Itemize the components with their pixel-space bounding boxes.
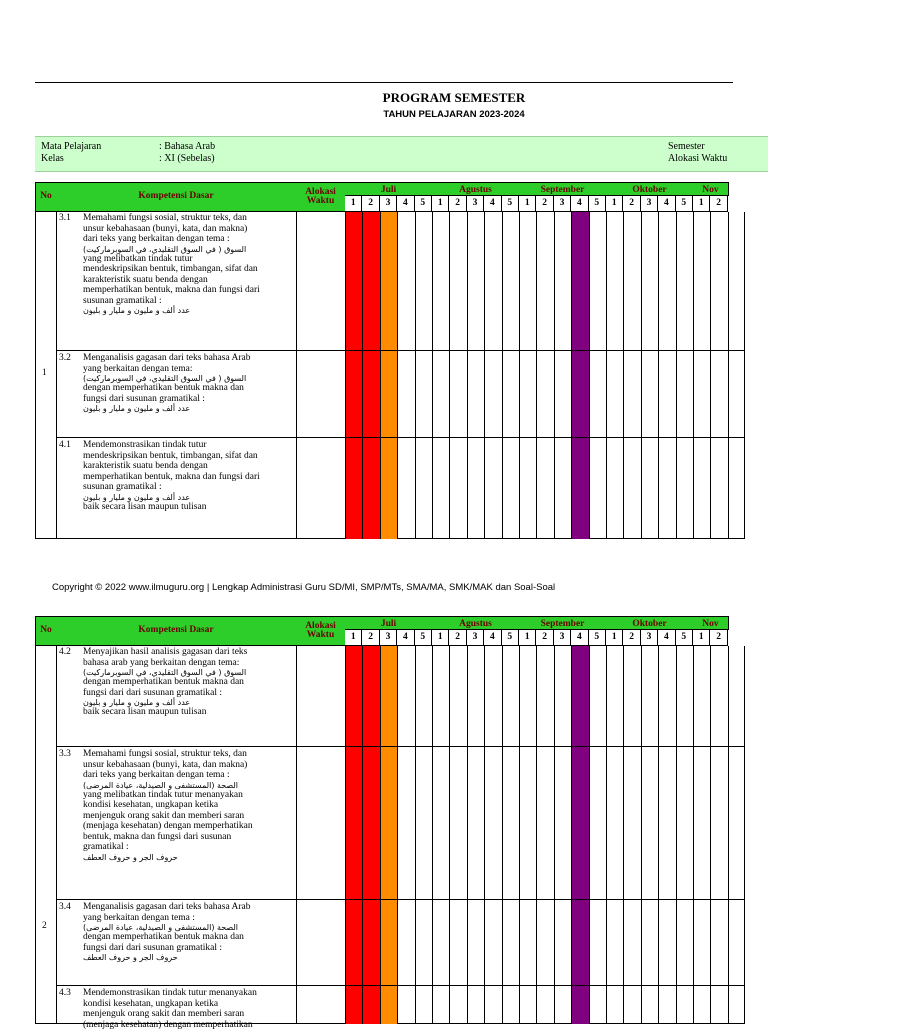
header-week-cell: 2 <box>623 196 640 212</box>
week-grid-line <box>623 212 624 539</box>
kd-line: fungsi dari susunan gramatikal : <box>83 394 301 405</box>
header-week-cell: 1 <box>693 630 710 646</box>
header-week-cell: 2 <box>449 196 466 212</box>
kd-line: kondisi kesehatan, ungkapan ketika <box>83 999 301 1010</box>
week-grid-line <box>415 646 416 1024</box>
header-week-cell: 2 <box>536 196 553 212</box>
kd-arabic-line: حروف الجر و حروف العطف <box>83 953 301 962</box>
header-no: No <box>35 616 57 646</box>
header-week-cell: 1 <box>432 630 449 646</box>
header-week-cell: 1 <box>606 630 623 646</box>
kd-text <box>83 353 301 413</box>
kd-number: 4.3 <box>59 988 71 999</box>
kd-line: dari teks yang berkaitan dengan tema : <box>83 234 301 245</box>
schedule-table-2 <box>35 616 795 1024</box>
kd-line: Menganalisis gagasan dari teks bahasa Arab <box>83 353 301 364</box>
kd-text <box>83 440 301 512</box>
week-grid-line <box>467 646 468 1024</box>
week-grid-line <box>710 646 711 1024</box>
kd-arabic-line: السوق ( في السوق التقليدي، في السوبرماركيت) <box>83 668 301 677</box>
week-grid-line <box>432 212 433 539</box>
header-week-cell: 3 <box>554 630 571 646</box>
kd-arabic-line: حروف الجر و حروف العطف <box>83 853 301 862</box>
week-grid-line <box>467 212 468 539</box>
header-month-oktober: Oktober <box>606 182 694 196</box>
mapel-value: : Bahasa Arab <box>159 141 215 152</box>
header-week-cell: 4 <box>484 196 501 212</box>
kd-line: baik secara lisan maupun tulisan <box>83 502 301 513</box>
week-grid-line <box>502 646 503 1024</box>
week-grid-line <box>571 212 572 539</box>
week-fill-ff0000 <box>363 646 380 1024</box>
kd-line: (menjaga kesehatan) dengan memperhatikan <box>83 1020 301 1030</box>
week-grid-line <box>554 646 555 1024</box>
header-week-cell: 4 <box>397 196 414 212</box>
week-fill-ff0000 <box>363 212 380 539</box>
kd-line: yang melibatkan tindak tutur <box>83 254 301 265</box>
semester-label: Semester <box>668 141 705 152</box>
header-week-cell: 5 <box>415 630 432 646</box>
week-grid-line <box>676 646 677 1024</box>
header-week-cell: 4 <box>484 630 501 646</box>
week-grid-line <box>502 212 503 539</box>
kd-line: (menjaga kesehatan) dengan memperhatikan <box>83 821 301 832</box>
week-grid-line <box>728 212 729 539</box>
kd-line: karakteristik suatu benda dengan <box>83 275 301 286</box>
kd-line: dari teks yang berkaitan dengan tema : <box>83 770 301 781</box>
kd-line: Mendemonstrasikan tindak tutur menanyakan <box>83 988 301 999</box>
kd-line: bahasa arab yang berkaitan dengan tema: <box>83 658 301 669</box>
header-week-cell: 1 <box>606 196 623 212</box>
week-fill-ff8c00 <box>381 646 398 1024</box>
header-month-oktober: Oktober <box>606 616 694 630</box>
header-no: No <box>35 182 57 212</box>
week-grid-line <box>571 646 572 1024</box>
week-grid-line <box>641 212 642 539</box>
week-grid-line <box>519 212 520 539</box>
column-divider <box>56 646 57 1024</box>
schedule-table-1 <box>35 182 795 540</box>
week-fill-800080 <box>572 212 589 539</box>
week-grid-line <box>362 646 363 1024</box>
header-week-cell: 3 <box>380 630 397 646</box>
week-grid-line <box>606 646 607 1024</box>
header-month-agustus: Agustus <box>432 616 520 630</box>
header-week-cell: 4 <box>571 630 588 646</box>
kd-line: susunan gramatikal : <box>83 482 301 493</box>
mapel-label: Mata Pelajaran <box>41 141 101 152</box>
week-fill-800080 <box>572 646 589 1024</box>
kd-line: bentuk, makna dan fungsi dari susunan <box>83 832 301 843</box>
kd-line: Memahami fungsi sosial, struktur teks, dan <box>83 749 301 760</box>
week-grid-line <box>380 212 381 539</box>
week-grid-line <box>536 212 537 539</box>
week-grid-line <box>484 212 485 539</box>
kd-arabic-line: عدد ألف و مليون و مليار و بليون <box>83 404 301 413</box>
header-week-cell: 5 <box>589 630 606 646</box>
header-week-cell: 5 <box>589 196 606 212</box>
header-week-cell: 3 <box>641 196 658 212</box>
kd-line: dengan memperhatikan bentuk makna dan <box>83 677 301 688</box>
copyright-footer: Copyright © 2022 www.ilmuguru.org | Lengkap Administrasi Guru SD/MI, SMP/MTs, SMA/MA, SMK/MAK dan Soal-Soal <box>52 582 555 593</box>
week-grid-line <box>554 212 555 539</box>
row-divider <box>57 899 745 900</box>
header-week-cell: 4 <box>658 196 675 212</box>
kd-line: mendeskripsikan bentuk, timbangan, sifat dan <box>83 451 301 462</box>
header-week-cell: 2 <box>710 630 727 646</box>
document-subtitle: TAHUN PELAJARAN 2023-2024 <box>0 109 908 120</box>
kd-line: memperhatikan bentuk, makna dan fungsi dari <box>83 472 301 483</box>
kd-text <box>83 749 301 862</box>
header-month-agustus: Agustus <box>432 182 520 196</box>
header-month-september: September <box>519 182 607 196</box>
header-week-cell: 5 <box>502 196 519 212</box>
header-week-cell: 4 <box>571 196 588 212</box>
header-week-cell: 2 <box>623 630 640 646</box>
header-week-cell: 5 <box>676 630 693 646</box>
row-divider <box>57 746 745 747</box>
week-grid-line <box>519 646 520 1024</box>
row-number: 1 <box>42 368 47 378</box>
header-week-cell: 3 <box>467 630 484 646</box>
kd-number: 4.2 <box>59 647 71 658</box>
header-week-cell: 3 <box>554 196 571 212</box>
header-month-september: September <box>519 616 607 630</box>
week-fill-ff0000 <box>346 646 363 1024</box>
header-week-cell: 1 <box>693 196 710 212</box>
alokasi-label: Alokasi Waktu <box>668 153 727 164</box>
header-week-cell: 1 <box>519 196 536 212</box>
week-grid-line <box>397 646 398 1024</box>
kd-line: unsur kebahasaan (bunyi, kata, dan makna) <box>83 224 301 235</box>
kd-line: susunan gramatikal : <box>83 296 301 307</box>
week-grid-line <box>693 646 694 1024</box>
header-week-cell: 2 <box>449 630 466 646</box>
kd-line: yang berkaitan dengan tema : <box>83 913 301 924</box>
week-grid-line <box>606 212 607 539</box>
kd-number: 3.1 <box>59 213 71 224</box>
header-week-cell: 3 <box>467 196 484 212</box>
kd-arabic-line: عدد ألف و مليون و مليار و بليون <box>83 306 301 315</box>
kd-line: kondisi kesehatan, ungkapan ketika <box>83 800 301 811</box>
week-grid-line <box>589 646 590 1024</box>
header-week-cell: 2 <box>362 196 379 212</box>
header-month-juli: Juli <box>345 616 433 630</box>
header-week-cell: 1 <box>432 196 449 212</box>
week-grid-line <box>676 212 677 539</box>
kd-text <box>83 647 301 718</box>
kd-text <box>83 213 301 315</box>
week-grid-line <box>484 646 485 1024</box>
kd-line: menjenguk orang sakit dan memberi saran <box>83 1009 301 1020</box>
week-grid-line <box>397 212 398 539</box>
kd-line: fungsi dari dari susunan gramatikal : <box>83 688 301 699</box>
week-grid-line <box>380 646 381 1024</box>
week-grid-line <box>641 646 642 1024</box>
row-divider <box>57 350 745 351</box>
kelas-label: Kelas <box>41 153 64 164</box>
week-grid-line <box>345 212 346 539</box>
header-week-cell: 3 <box>380 196 397 212</box>
kd-line: unsur kebahasaan (bunyi, kata, dan makna) <box>83 760 301 771</box>
header-week-cell: 5 <box>415 196 432 212</box>
week-grid-line <box>589 212 590 539</box>
kd-line: mendeskripsikan bentuk, timbangan, sifat dan <box>83 264 301 275</box>
week-grid-line <box>449 646 450 1024</box>
kd-number: 3.4 <box>59 902 71 913</box>
kd-line: karakteristik suatu benda dengan <box>83 461 301 472</box>
header-week-cell: 1 <box>345 630 362 646</box>
week-grid-line <box>345 646 346 1024</box>
kd-line: Menganalisis gagasan dari teks bahasa Arab <box>83 902 301 913</box>
header-month-nov: Nov <box>693 182 729 196</box>
kd-text <box>83 902 301 962</box>
week-fill-ff8c00 <box>381 212 398 539</box>
kd-line: Mendemonstrasikan tindak tutur <box>83 440 301 451</box>
table-body <box>35 646 745 1024</box>
week-grid-line <box>710 212 711 539</box>
row-divider <box>57 437 745 438</box>
week-grid-line <box>362 212 363 539</box>
kd-line: gramatikal : <box>83 842 301 853</box>
kd-line: yang berkaitan dengan tema: <box>83 364 301 375</box>
header-alokasi-waktu: Alokasi Waktu <box>296 616 346 646</box>
document-title: PROGRAM SEMESTER <box>0 90 908 106</box>
header-week-cell: 2 <box>710 196 727 212</box>
kd-line: fungsi dari dari susunan gramatikal : <box>83 943 301 954</box>
kd-arabic-line: عدد ألف و مليون و مليار و بليون <box>83 493 301 502</box>
kd-line: yang melibatkan tindak tutur menanyakan <box>83 790 301 801</box>
week-grid-line <box>623 646 624 1024</box>
kd-number: 3.3 <box>59 749 71 760</box>
week-grid-line <box>536 646 537 1024</box>
kd-text <box>83 988 301 1030</box>
header-kompetensi-dasar: Kompetensi Dasar <box>56 182 297 212</box>
kd-line: menjenguk orang sakit dan memberi saran <box>83 811 301 822</box>
kd-arabic-line: الصحة (المستشفى و الصيدلية، عيادة المرضى) <box>83 923 301 932</box>
top-rule <box>35 82 733 83</box>
header-week-cell: 4 <box>658 630 675 646</box>
week-fill-ff0000 <box>346 212 363 539</box>
kd-arabic-line: السوق ( في السوق التقليدي، في السوبرماركيت) <box>83 245 301 254</box>
header-kompetensi-dasar: Kompetensi Dasar <box>56 616 297 646</box>
kelas-value: : XI (Sebelas) <box>159 153 215 164</box>
header-week-cell: 1 <box>345 196 362 212</box>
week-grid-line <box>449 212 450 539</box>
kd-number: 4.1 <box>59 440 71 451</box>
week-grid-line <box>415 212 416 539</box>
kd-arabic-line: السوق ( في السوق التقليدي، في السوبرماركيت) <box>83 374 301 383</box>
kd-line: dengan memperhatikan bentuk makna dan <box>83 383 301 394</box>
table-body <box>35 212 745 539</box>
week-grid-line <box>693 212 694 539</box>
kd-line: memperhatikan bentuk, makna dan fungsi dari <box>83 285 301 296</box>
kd-line: Menyajikan hasil analisis gagasan dari teks <box>83 647 301 658</box>
header-alokasi-waktu: Alokasi Waktu <box>296 182 346 212</box>
kd-arabic-line: الصحة (المستشفى و الصيدلية، عيادة المرضى) <box>83 781 301 790</box>
week-grid-line <box>658 212 659 539</box>
kd-line: dengan memperhatikan bentuk makna dan <box>83 932 301 943</box>
header-week-cell: 5 <box>502 630 519 646</box>
row-number: 2 <box>42 921 47 931</box>
kd-arabic-line: عدد ألف و مليون و مليار و بليون <box>83 698 301 707</box>
header-week-cell: 1 <box>519 630 536 646</box>
row-divider <box>57 985 745 986</box>
header-week-cell: 4 <box>397 630 414 646</box>
header-month-juli: Juli <box>345 182 433 196</box>
header-month-nov: Nov <box>693 616 729 630</box>
kd-line: Memahami fungsi sosial, struktur teks, dan <box>83 213 301 224</box>
header-week-cell: 2 <box>536 630 553 646</box>
week-grid-line <box>658 646 659 1024</box>
week-grid-line <box>432 646 433 1024</box>
header-week-cell: 3 <box>641 630 658 646</box>
header-week-cell: 2 <box>362 630 379 646</box>
kd-number: 3.2 <box>59 353 71 364</box>
info-bar <box>35 136 768 172</box>
week-grid-line <box>728 646 729 1024</box>
column-divider <box>56 212 57 539</box>
header-week-cell: 5 <box>676 196 693 212</box>
kd-line: baik secara lisan maupun tulisan <box>83 707 301 718</box>
